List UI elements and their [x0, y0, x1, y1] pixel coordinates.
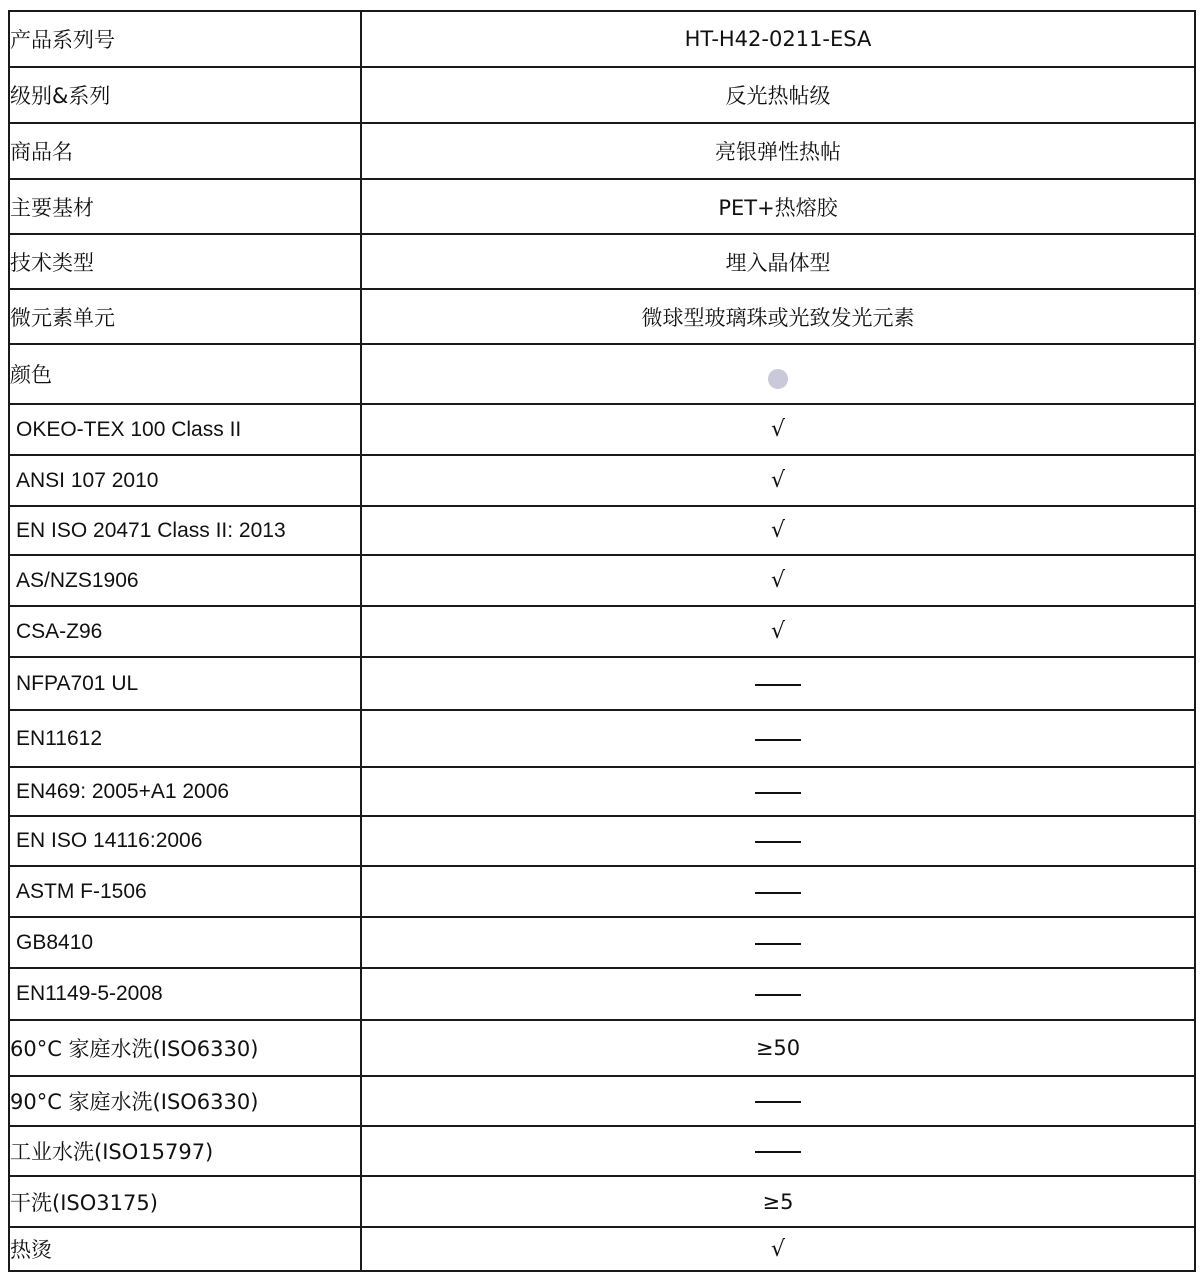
table-row	[9, 1020, 1195, 1076]
not-applicable-dash	[755, 1101, 801, 1103]
row-label: EN ISO 14116:2006	[9, 816, 361, 866]
table-row	[9, 917, 1195, 968]
row-label: 工业水洗(ISO15797)	[9, 1126, 361, 1176]
row-value	[361, 455, 1195, 506]
table-row	[9, 866, 1195, 917]
not-applicable-dash	[755, 1151, 801, 1153]
table-row	[9, 455, 1195, 506]
table-row	[9, 67, 1195, 123]
value-text: 亮银弹性热帖	[715, 140, 841, 164]
value-text: HT-H42-0211-ESA	[684, 27, 872, 51]
row-value	[361, 289, 1195, 344]
row-value	[361, 710, 1195, 767]
table-row	[9, 234, 1195, 289]
not-applicable-dash	[755, 684, 801, 686]
row-label: ASTM F-1506	[9, 866, 361, 917]
value-text: 微球型玻璃珠或光致发光元素	[641, 305, 915, 330]
row-value	[361, 179, 1195, 234]
row-value	[361, 917, 1195, 968]
row-value	[361, 1126, 1195, 1176]
table-row	[9, 555, 1195, 606]
row-label: 产品系列号	[9, 11, 361, 67]
table-row	[9, 179, 1195, 234]
check-mark: √	[770, 518, 786, 543]
table-row	[9, 1076, 1195, 1126]
row-label: 微元素单元	[9, 289, 361, 344]
row-value	[361, 11, 1195, 67]
row-label: 90°C 家庭水洗(ISO6330)	[9, 1076, 361, 1126]
table-row	[9, 767, 1195, 816]
row-label: EN1149-5-2008	[9, 968, 361, 1020]
row-value	[361, 606, 1195, 657]
row-value	[361, 555, 1195, 606]
not-applicable-dash	[755, 841, 801, 843]
row-label: OKEO-TEX 100 Class II	[9, 404, 361, 455]
value-text: ≥50	[755, 1036, 801, 1060]
row-value	[361, 767, 1195, 816]
row-label: EN11612	[9, 710, 361, 767]
row-value	[361, 1076, 1195, 1126]
row-value	[361, 67, 1195, 123]
table-row	[9, 289, 1195, 344]
row-label: EN469: 2005+A1 2006	[9, 767, 361, 816]
row-label: 颜色	[9, 344, 361, 404]
table-row	[9, 506, 1195, 555]
spec-table	[8, 10, 1196, 1272]
row-value	[361, 1227, 1195, 1271]
row-value	[361, 234, 1195, 289]
spec-table-body	[9, 11, 1195, 1271]
row-value	[361, 344, 1195, 404]
row-value	[361, 123, 1195, 179]
table-row	[9, 123, 1195, 179]
not-applicable-dash	[755, 943, 801, 945]
row-value	[361, 1020, 1195, 1076]
table-row	[9, 657, 1195, 710]
row-label: 热烫	[9, 1227, 361, 1271]
not-applicable-dash	[755, 994, 801, 996]
row-label: 商品名	[9, 123, 361, 179]
check-mark: √	[770, 468, 786, 493]
table-row	[9, 1227, 1195, 1271]
value-text: 埋入晶体型	[725, 250, 831, 275]
table-row	[9, 606, 1195, 657]
table-row	[9, 968, 1195, 1020]
row-label: 干洗(ISO3175)	[9, 1176, 361, 1227]
color-swatch	[768, 369, 788, 389]
row-label: ANSI 107 2010	[9, 455, 361, 506]
row-label: 级别&系列	[9, 67, 361, 123]
row-value	[361, 816, 1195, 866]
table-row	[9, 710, 1195, 767]
table-row	[9, 1176, 1195, 1227]
row-label: 技术类型	[9, 234, 361, 289]
not-applicable-dash	[755, 739, 801, 741]
value-text: 反光热帖级	[725, 84, 831, 108]
row-label: GB8410	[9, 917, 361, 968]
row-value	[361, 506, 1195, 555]
row-label: EN ISO 20471 Class II: 2013	[9, 506, 361, 555]
table-row	[9, 344, 1195, 404]
row-value	[361, 404, 1195, 455]
row-label: 主要基材	[9, 179, 361, 234]
check-mark: √	[770, 619, 786, 644]
value-text: PET+热熔胶	[718, 195, 838, 220]
table-row	[9, 11, 1195, 67]
table-row	[9, 1126, 1195, 1176]
check-mark: √	[770, 1236, 786, 1262]
row-label: NFPA701 UL	[9, 657, 361, 710]
not-applicable-dash	[755, 892, 801, 894]
row-value	[361, 866, 1195, 917]
row-value	[361, 657, 1195, 710]
table-row	[9, 816, 1195, 866]
row-value	[361, 968, 1195, 1020]
row-value	[361, 1176, 1195, 1227]
row-label: AS/NZS1906	[9, 555, 361, 606]
row-label: 60°C 家庭水洗(ISO6330)	[9, 1020, 361, 1076]
value-text: ≥5	[762, 1189, 794, 1214]
check-mark: √	[770, 417, 786, 442]
row-label: CSA-Z96	[9, 606, 361, 657]
table-row	[9, 404, 1195, 455]
not-applicable-dash	[755, 792, 801, 794]
check-mark: √	[770, 568, 786, 593]
